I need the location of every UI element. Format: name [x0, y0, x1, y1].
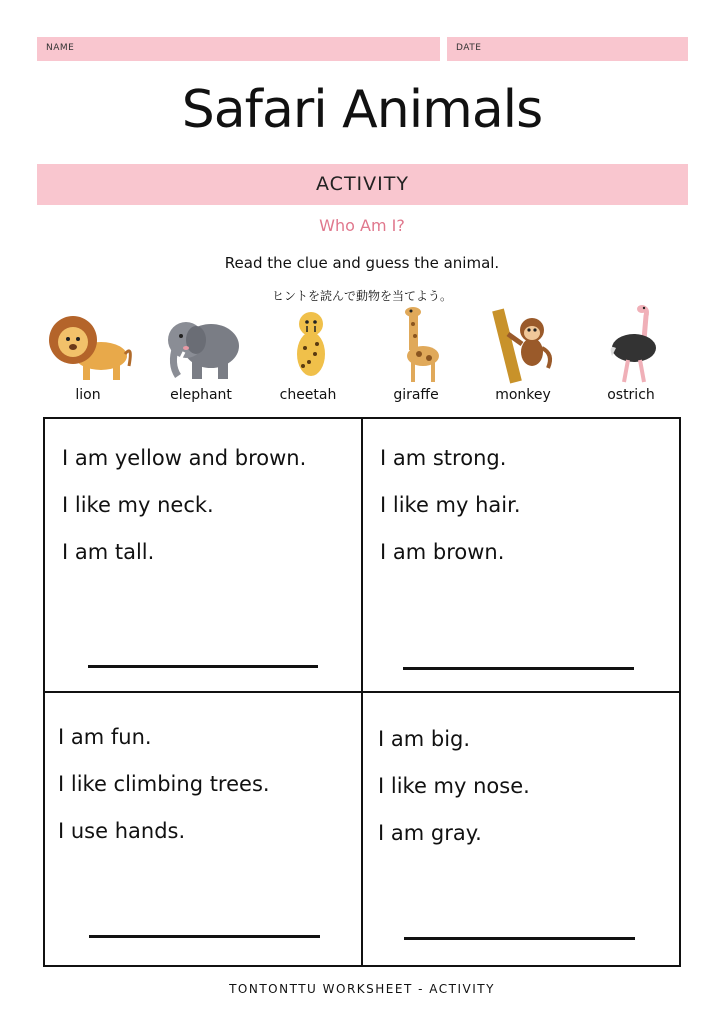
clue-line: I am brown. — [380, 540, 505, 564]
animal-label: cheetah — [279, 387, 337, 403]
animal-giraffe — [361, 304, 471, 404]
lion-icon — [43, 304, 133, 384]
animal-label: monkey — [495, 387, 551, 403]
instructions-english: Read the clue and guess the animal. — [224, 254, 500, 272]
animal-ostrich — [576, 304, 686, 404]
giraffe-icon — [371, 304, 461, 384]
activity-subtitle: Who Am I? — [319, 216, 405, 235]
animal-label: elephant — [170, 387, 232, 403]
clue-line: I like my nose. — [378, 774, 530, 798]
elephant-icon — [156, 304, 246, 384]
clue-line: I am big. — [378, 727, 471, 751]
footer: TONTONTTU WORKSHEET - ACTIVITY — [229, 982, 495, 996]
grid-divider-horizontal — [43, 691, 681, 693]
ostrich-icon — [586, 304, 676, 384]
clue-line: I am gray. — [378, 821, 482, 845]
date-field[interactable] — [447, 37, 688, 61]
clue-line: I use hands. — [58, 819, 186, 843]
answer-blank[interactable] — [403, 667, 634, 670]
animal-label: ostrich — [607, 387, 655, 403]
animal-lion — [33, 304, 143, 404]
activity-banner: ACTIVITY — [37, 164, 688, 205]
answer-blank[interactable] — [88, 665, 318, 668]
clue-line: I like my neck. — [62, 493, 214, 517]
name-field[interactable] — [37, 37, 440, 61]
answer-blank[interactable] — [404, 937, 635, 940]
name-label: NAME — [46, 43, 75, 53]
animal-cheetah — [253, 304, 363, 404]
animal-label: giraffe — [393, 387, 439, 403]
answer-blank[interactable] — [89, 935, 320, 938]
animal-elephant — [146, 304, 256, 404]
page-title: Safari Animals — [181, 80, 543, 140]
animal-label: lion — [75, 387, 101, 403]
clue-line: I like my hair. — [380, 493, 521, 517]
clue-line: I am yellow and brown. — [62, 446, 307, 470]
clue-line: I am tall. — [62, 540, 155, 564]
clue-line: I am strong. — [380, 446, 507, 470]
clue-line: I like climbing trees. — [58, 772, 270, 796]
clue-line: I am fun. — [58, 725, 152, 749]
monkey-icon — [478, 304, 568, 384]
date-label: DATE — [456, 43, 482, 53]
instructions-japanese: ヒントを読んで動物を当てよう。 — [271, 289, 452, 303]
cheetah-icon — [263, 304, 353, 384]
animal-monkey — [468, 304, 578, 404]
